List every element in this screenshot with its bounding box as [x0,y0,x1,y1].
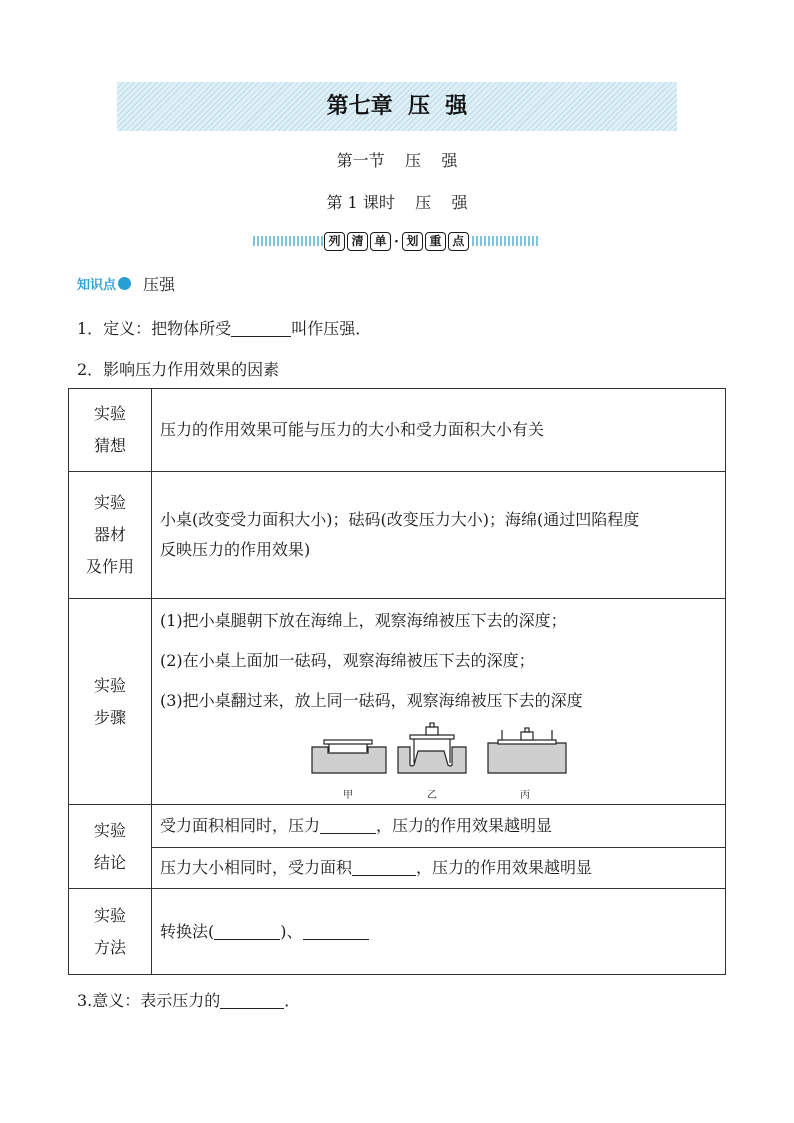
table-row [69,389,726,472]
figure-bing [488,728,566,773]
table-row [69,889,726,975]
header-text: 器材 [93,525,126,544]
equipment-line: 反映压力的作用效果) [160,540,311,559]
row-header-conclusion [69,805,152,889]
row-header-guess [69,389,152,472]
meaning-prefix: 3.意义：表示压力的 [77,991,221,1010]
header-text: 猜想 [93,436,126,455]
badge-separator: · [394,233,399,250]
definition-line [77,316,371,339]
row-header-equipment [69,472,152,599]
experiment-table [68,388,726,975]
table-row [69,472,726,599]
badge-char: 列 [324,232,345,251]
method-text: 转换法( [160,921,215,941]
header-text: 及作用 [85,557,134,576]
answer-blank[interactable] [231,320,291,337]
equipment-line: 小桌(改变受力面积大小)；砝码(改变压力大小)；海绵(通过凹陷程度 [160,510,640,529]
factors-heading: 2．影响压力作用效果的因素 [77,360,280,379]
meaning-suffix: ． [284,991,301,1010]
step-item: (3)把小桌翻过来，放上同一砝码，观察海绵被压下去的深度 [160,691,583,710]
row-header-steps [69,599,152,805]
section-title: 第一节 压 强 [336,151,458,170]
header-text: 实验 [93,675,126,695]
meaning-line [77,988,300,1011]
decorative-stripe-left [253,236,323,246]
answer-blank[interactable] [220,992,284,1009]
badge-char: 点 [448,232,469,251]
figure-caption: 丙 [520,790,530,801]
conclusion-text: 压力大小相同时，受力面积 [160,858,353,877]
answer-blank[interactable] [214,923,280,940]
steps-content [152,599,726,805]
experiment-figures [160,721,717,801]
figure-jia [312,740,386,773]
badge-char: 清 [347,232,368,251]
conclusion-text: ，压力的作用效果越明显 [416,858,593,877]
table-row [69,848,726,889]
row-header-method [69,889,152,975]
bullet-dot-icon [118,277,131,290]
header-text: 结论 [93,852,126,872]
badge-char: 重 [425,232,446,251]
sponge-table-diagram [310,721,640,793]
header-text: 步骤 [93,707,126,727]
header-text: 实验 [93,820,126,840]
table-row [69,599,726,805]
definition-prefix: 1．定义：把物体所受 [77,319,232,338]
lesson-title: 第 1 课时 压 强 [326,193,468,212]
answer-blank[interactable] [303,923,369,940]
header-text: 方法 [93,937,126,957]
knowledge-point-heading [77,272,175,295]
conclusion-text: ，压力的作用效果越明显 [376,816,553,835]
knowledge-point-label: 知识点 [77,278,117,293]
answer-blank[interactable] [352,859,416,876]
definition-suffix: 叫作压强． [291,319,372,338]
badge-char: 划 [402,232,423,251]
conclusion-2 [152,848,726,889]
header-text: 实验 [93,905,126,925]
key-points-badge [324,232,469,251]
badge-char: 单 [370,232,391,251]
step-item: (2)在小桌上面加一砝码，观察海绵被压下去的深度； [160,651,535,670]
guess-content: 压力的作用效果可能与压力的大小和受力面积大小有关 [152,389,726,472]
answer-blank[interactable] [320,817,376,834]
figure-yi [398,723,466,773]
method-content [152,889,726,975]
equipment-content [152,472,726,599]
decorative-stripe-right [472,236,540,246]
step-item: (1)把小桌腿朝下放在海绵上，观察海绵被压下去的深度； [160,611,567,630]
header-text: 实验 [93,493,126,512]
chapter-title: 第七章 压 强 [326,94,468,119]
table-row [69,805,726,848]
conclusion-1 [152,805,726,848]
knowledge-point-topic: 压强 [143,275,176,294]
method-text: )、 [280,921,303,941]
figure-caption: 甲 [343,790,353,801]
conclusion-text: 受力面积相同时，压力 [160,816,321,835]
figure-caption: 乙 [427,790,437,801]
header-text: 实验 [93,404,126,423]
